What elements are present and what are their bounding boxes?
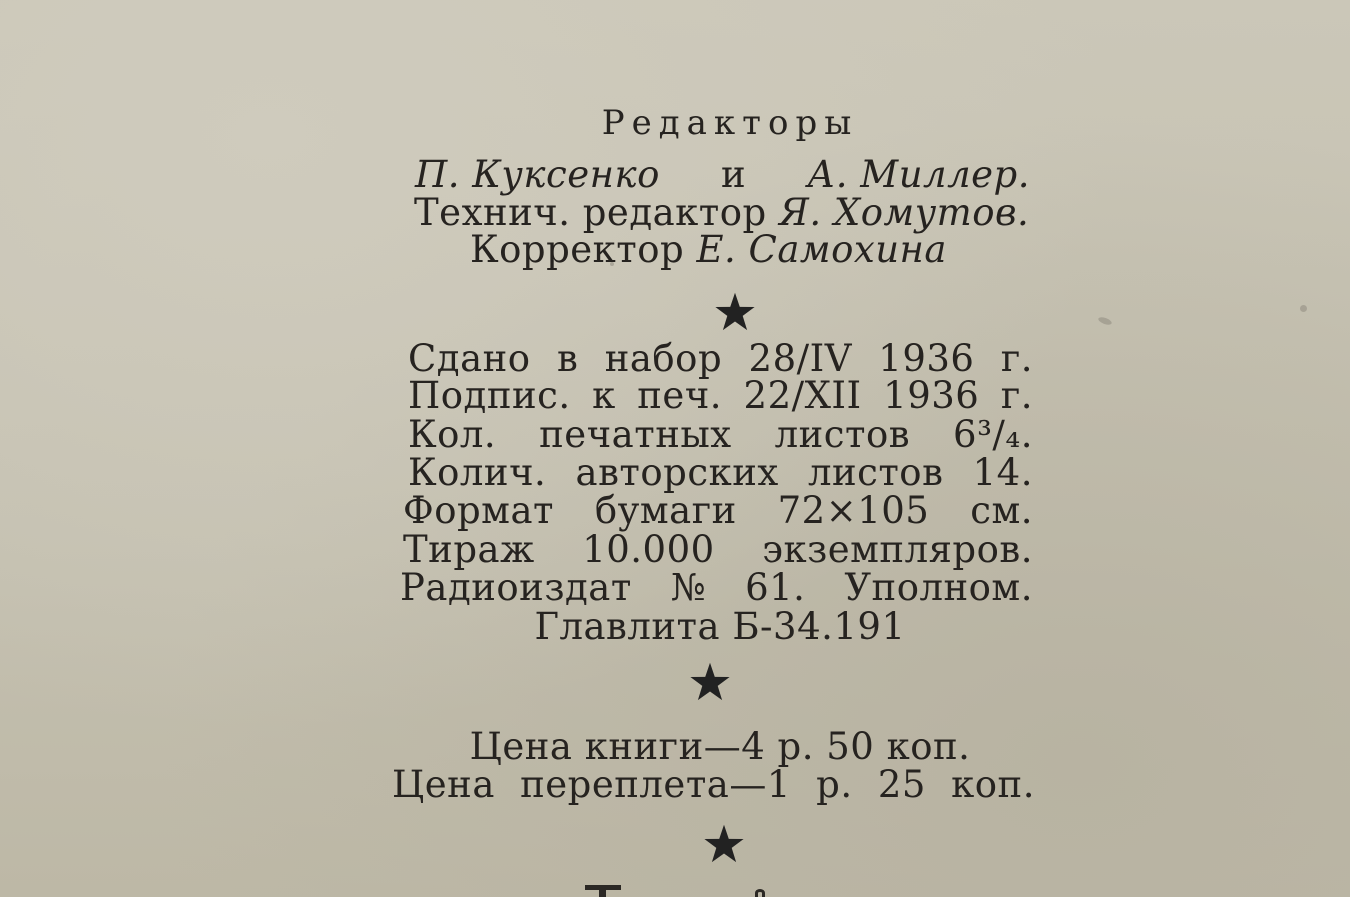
star-icon	[702, 822, 746, 866]
imprint-word: Подпис.	[408, 374, 571, 417]
imprint-word: листов	[774, 413, 911, 456]
imprint-word: в	[556, 337, 579, 380]
editor-conjunction: и	[720, 153, 747, 196]
cut-off-text-line	[585, 885, 825, 897]
corrector-name: Е. Самохина	[696, 228, 947, 271]
imprint-word: бумаги	[594, 489, 737, 532]
star-icon	[713, 290, 757, 334]
imprint-year: 1936	[878, 337, 975, 380]
imprint-word: Сдано	[408, 337, 531, 380]
price-word: Цена	[392, 763, 495, 806]
imprint-date: 22/XII	[743, 374, 862, 417]
imprint-line-sheets	[408, 415, 1033, 455]
editor-name-2: А. Миллер.	[807, 153, 1030, 196]
imprint-word: Тираж	[403, 528, 535, 571]
star-icon	[688, 660, 732, 704]
tech-editor-label: Технич. редактор	[414, 191, 767, 234]
imprint-word: г.	[1000, 374, 1033, 417]
tech-editor-name: Я. Хомутов.	[779, 191, 1030, 234]
imprint-word: Уполном.	[844, 566, 1033, 609]
tech-editor-line	[414, 193, 1034, 233]
imprint-value: 10.000	[582, 528, 715, 571]
imprint-word: Радиоиздат	[400, 566, 632, 609]
imprint-line-author-sheets	[408, 453, 1033, 493]
imprint-line-publisher	[400, 568, 1033, 608]
imprint-word: печатных	[539, 413, 732, 456]
imprint-value: 61.	[745, 566, 806, 609]
imprint-word: г.	[1000, 337, 1033, 380]
editors-names-line	[415, 155, 1030, 195]
imprint-line-typeset	[408, 339, 1033, 379]
corrector-label: Корректор	[470, 228, 685, 271]
imprint-word: авторских	[575, 451, 779, 494]
imprint-line-censor: Главлита Б-34.191	[534, 605, 906, 648]
imprint-year: 1936	[883, 374, 980, 417]
imprint-word: листов	[807, 451, 944, 494]
price-word: переплета—1	[520, 763, 791, 806]
paper-speck	[1097, 316, 1112, 326]
editors-heading: Редакторы	[601, 103, 859, 143]
imprint-word: №	[670, 566, 707, 609]
imprint-line-format	[403, 491, 1033, 531]
imprint-line-print-run	[403, 530, 1033, 570]
imprint-word: Формат	[403, 489, 554, 532]
imprint-word: Кол.	[408, 413, 497, 456]
corrector-line	[470, 230, 990, 270]
paper-speck	[1300, 305, 1307, 312]
imprint-value: 14.	[972, 451, 1033, 494]
imprint-word: Колич.	[408, 451, 547, 494]
imprint-value: 6³/₄.	[953, 413, 1033, 456]
imprint-date: 28/IV	[748, 337, 852, 380]
imprint-line-signed	[408, 376, 1033, 416]
price-word: коп.	[951, 763, 1035, 806]
price-book-line: Цена книги—4 р. 50 коп.	[469, 725, 971, 768]
price-binding-line	[392, 765, 1035, 805]
imprint-word: печ.	[637, 374, 723, 417]
price-word: р.	[816, 763, 853, 806]
imprint-word: набор	[604, 337, 723, 380]
price-value: 25	[877, 763, 926, 806]
imprint-word: к	[592, 374, 616, 417]
imprint-value: 72×105	[777, 489, 930, 532]
editor-name-1: П. Куксенко	[415, 153, 660, 196]
imprint-unit: см.	[970, 489, 1033, 532]
imprint-word: экземпляров.	[762, 528, 1033, 571]
